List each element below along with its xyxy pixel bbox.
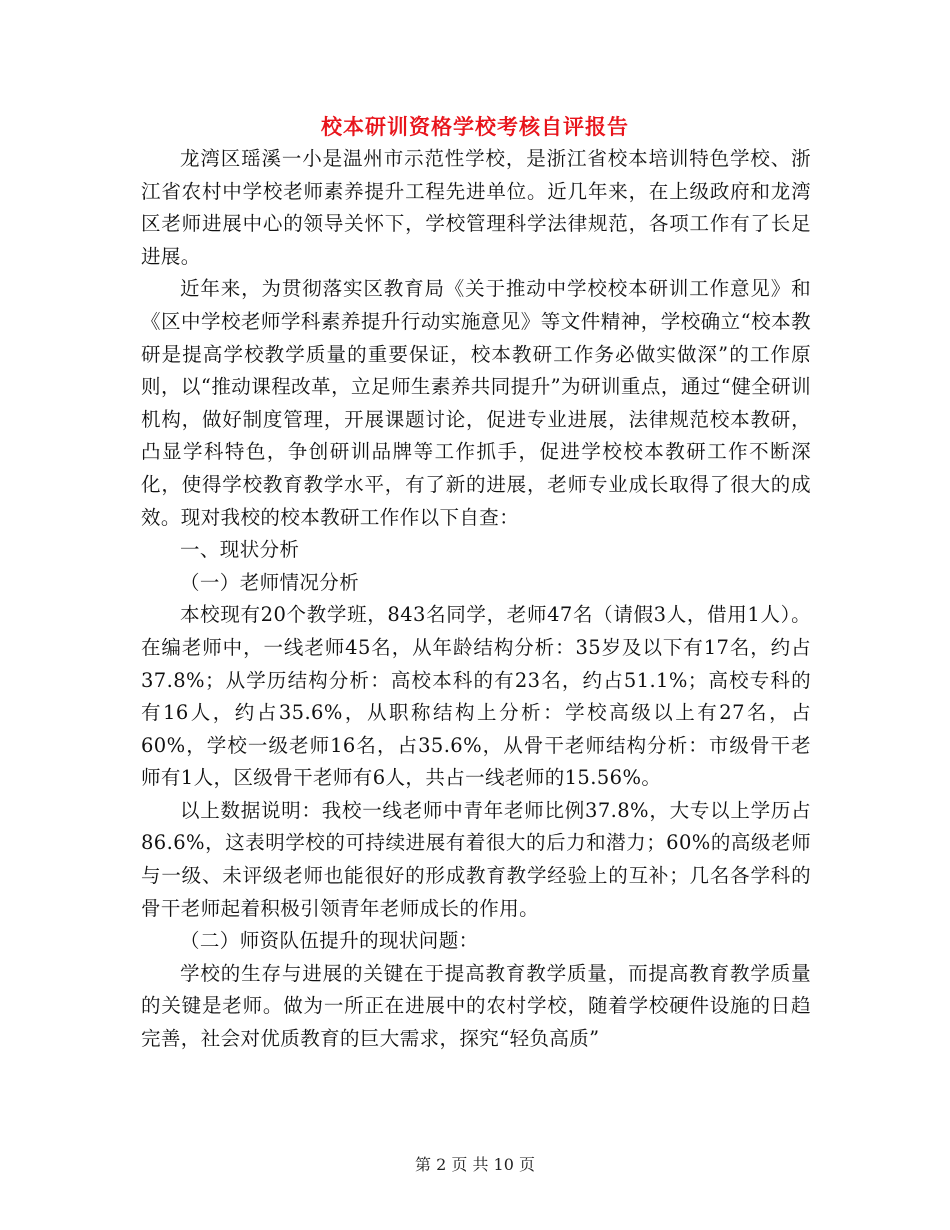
document-title: 校本研训资格学校考核自评报告 [321,114,629,139]
paragraph-background: 近年来，为贯彻落实区教育局《关于推动中学校校本研训工作意见》和《区中学校老师学科素养提升行动实施意见》等文件精神，学校确立“校本教研是提高学校教学质量的重要保证，校本教研工作务必做实做深”的工作原则，以“推动课程改革，立足师生素养共同提升”为研训重点，通过“健全研训机构，做好制度管理，开展课题讨论，促进专业进展，法律规范校本教研，凸显学科特色，争创研训品牌等工作抓手，促进学校校本教研工作不断深化，使得学校教育教学水平，有了新的进展，老师专业成长取得了很大的成效。现对我校的校本教研工作作以下自查： [141,277,811,529]
paragraph-problems: 学校的生存与进展的关键在于提高教育教学质量，而提高教育教学质量的关键是老师。做为一所正在进展中的农村学校，随着学校硬件设施的日趋完善，社会对优质教育的巨大需求，探究“轻负高质” [141,961,811,1051]
page-footer: 第 2 页 共 10 页 [415,1155,535,1174]
document-body [141,143,811,1056]
paragraph-teacher-stats: 本校现有20个教学班，843名同学，老师47名（请假3人，借用1人）。在编老师中，一线老师45名，从年龄结构分析：35岁及以下有17名，约占37.8%；从学历结构分析：高校本科的有23名，约占51.1%；高校专科的有16人，约占35.6%，从职称结构上分析：学校高级以上有27名，占60%，学校一级老师16名，占35.6%，从骨干老师结构分析：市级骨干老师有1人，区级骨干老师有6人，共占一线老师的15.56%。 [141,603,811,790]
subsection-heading-teachers: （一）老师情况分析 [180,570,360,594]
subsection-heading-problems: （二）师资队伍提升的现状问题： [180,929,479,953]
paragraph-data-explanation: 以上数据说明：我校一线老师中青年老师比例37.8%，大专以上学历占86.6%，这表明学校的可持续进展有着很大的后力和潜力；60%的高级老师与一级、未评级老师也能很好的形成教育教学经验上的互补；几名各学科的骨干老师起着积极引领青年老师成长的作用。 [141,798,811,920]
section-heading-status: 一、现状分析 [180,538,300,562]
paragraph-intro: 龙湾区瑶溪一小是温州市示范性学校，是浙江省校本培训特色学校、浙江省农村中学校老师素养提升工程先进单位。近几年来，在上级政府和龙湾区老师进展中心的领导关怀下，学校管理科学法律规范，各项工作有了长足进展。 [141,147,811,268]
